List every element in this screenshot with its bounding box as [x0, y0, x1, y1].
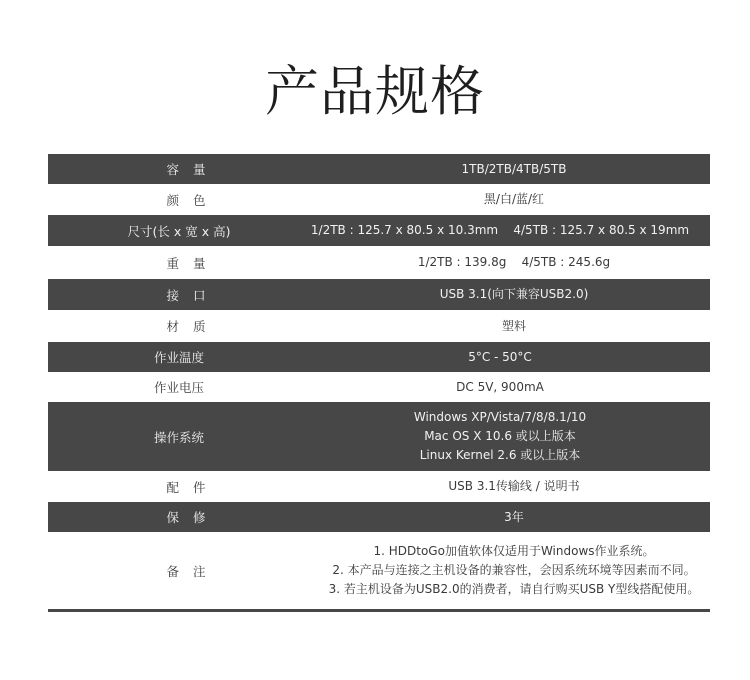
spec-label-warranty: 保修 — [166, 510, 220, 525]
spec-row-notes — [48, 532, 710, 609]
spec-row-operating-voltage — [48, 372, 710, 402]
spec-table — [48, 154, 710, 612]
spec-value-interface — [324, 285, 704, 304]
spec-label-operating-voltage: 作业电压 — [153, 380, 204, 395]
spec-label-interface: 接口 — [166, 287, 220, 303]
spec-value-line: USB 3.1(向下兼容USB2.0) — [439, 287, 589, 301]
page-title: 产品规格 — [265, 60, 485, 123]
spec-label-dimensions: 尺寸(长 x 宽 x 高) — [127, 223, 231, 239]
spec-value-line: 5°C - 50°C — [468, 349, 532, 364]
spec-value-operating-system — [310, 408, 690, 465]
spec-value-line: USB 3.1传输线 / 说明书 — [448, 479, 580, 493]
spec-label-operating-system: 操作系统 — [153, 429, 204, 445]
spec-value-line: DC 5V, 900mA — [456, 379, 544, 394]
spec-value-line: 塑料 — [501, 318, 526, 333]
spec-value-line: 1TB/2TB/4TB/5TB — [461, 161, 567, 176]
spec-value-operating-temperature — [310, 348, 690, 367]
spec-row-operating-temperature — [48, 342, 710, 372]
spec-value-accessories — [324, 477, 704, 496]
spec-value-warranty — [324, 508, 704, 527]
spec-label-color: 颜色 — [166, 192, 220, 208]
spec-value-notes — [324, 542, 704, 599]
spec-row-material — [48, 310, 710, 342]
spec-value-line: 1/2TB : 139.8g 4/5TB : 245.6g — [417, 255, 611, 269]
spec-row-operating-system — [48, 402, 710, 471]
spec-value-capacity — [324, 160, 704, 179]
spec-value-line: 黑/白/蓝/红 — [483, 192, 545, 206]
spec-row-weight — [48, 246, 710, 279]
spec-value-line: 3. 若主机设备为USB2.0的消费者，请自行购买USB Y型线搭配使用。 — [328, 582, 700, 596]
spec-label-capacity: 容量 — [166, 162, 220, 177]
spec-row-warranty — [48, 502, 710, 532]
spec-value-line: 2. 本产品与连接之主机设备的兼容性，会因系统环境等因素而不同。 — [332, 563, 696, 577]
spec-row-accessories — [48, 471, 710, 502]
spec-label-notes: 备注 — [166, 563, 220, 579]
spec-label-accessories: 配件 — [166, 479, 220, 495]
spec-value-line: Linux Kernel 2.6 或以上版本 — [419, 448, 581, 462]
spec-value-line: Mac OS X 10.6 或以上版本 — [424, 429, 576, 443]
table-bottom-rule — [48, 609, 710, 612]
spec-label-material: 材质 — [166, 319, 220, 334]
spec-row-capacity — [48, 154, 710, 184]
spec-label-weight: 重量 — [166, 255, 220, 271]
spec-value-line: Windows XP/Vista/7/8/8.1/10 — [413, 410, 587, 424]
spec-value-line: 3年 — [504, 509, 524, 524]
spec-value-line: 1/2TB : 125.7 x 80.5 x 10.3mm 4/5TB : 125.7 x 80.5 x 19mm — [310, 223, 690, 237]
spec-value-line: 1. HDDtoGo加值软体仅适用于Windows作业系统。 — [373, 544, 655, 558]
spec-value-operating-voltage — [310, 378, 690, 397]
spec-value-material — [324, 317, 704, 336]
spec-label-operating-temperature: 作业温度 — [153, 350, 204, 365]
